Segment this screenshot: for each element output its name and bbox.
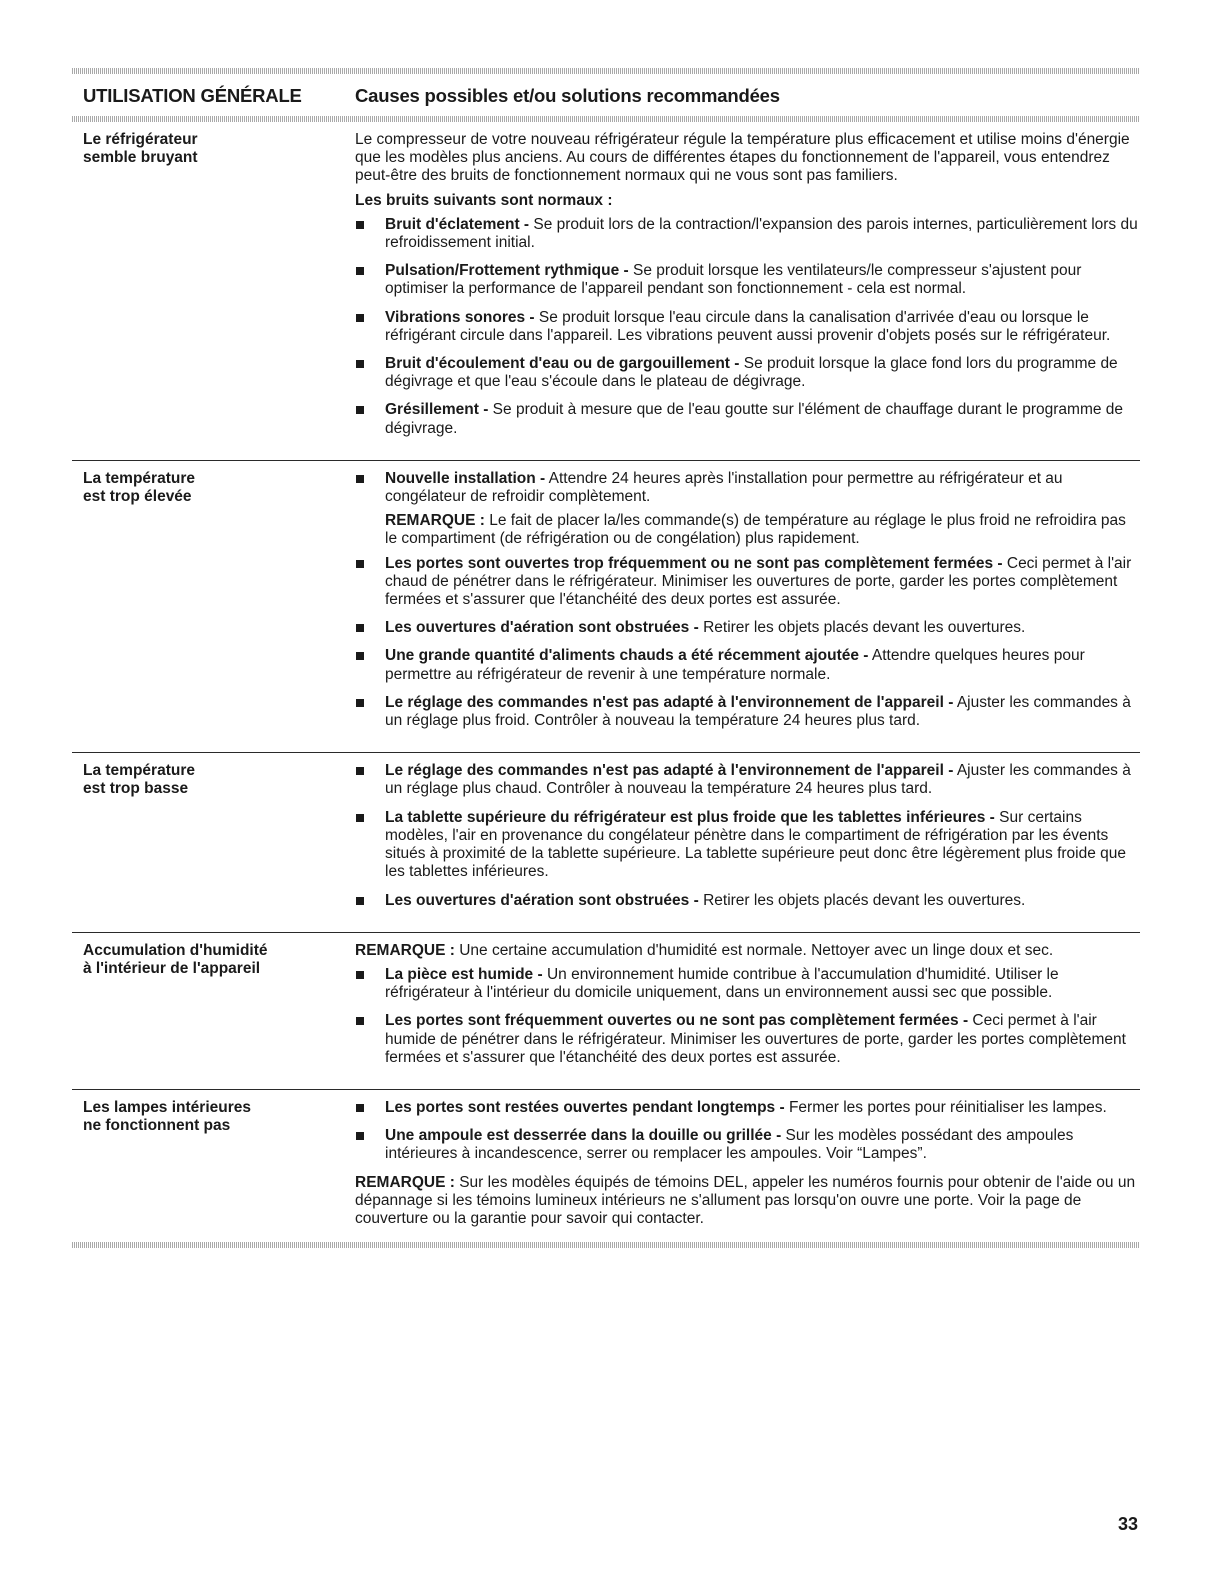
troubleshooting-table (72, 68, 1140, 1248)
intro-paragraph (355, 942, 1140, 960)
solution-cell (355, 470, 1140, 740)
note-text: Le fait de placer la/les commande(s) de température au réglage le plus froid ne refroidira pas le compartiment (de réfrigération ou de congélation) plus rapidement. (385, 512, 1126, 548)
list-item (355, 966, 1140, 1002)
bullet-icon (356, 314, 364, 322)
bullet-icon (356, 897, 364, 905)
list-item (355, 1127, 1140, 1163)
item-title: Le réglage des commandes n'est pas adapté à l'environnement de l'appareil - (385, 762, 954, 780)
item-title: Vibrations sonores - (385, 308, 535, 326)
problem-label: Les lampes intérieures ne fonctionnent pas (83, 1098, 251, 1135)
subheading: Les bruits suivants sont normaux : (355, 191, 613, 209)
item-title: Les ouvertures d'aération sont obstruées - (385, 891, 699, 909)
item-text: Sur les modèles possédant des ampoules intérieures à incandescence, serrer ou remplacer les ampoules. Voir “Lampes”. (385, 1127, 1074, 1163)
list-item (355, 401, 1140, 437)
item-text: Un environnement humide contribue à l'accumulation d'humidité. Utiliser le réfrigérateur à l'intérieur du domicile uniquement, dans un environnement aussi sec que possible. (385, 965, 1059, 1002)
item-text: Retirer les objets placés devant les ouvertures. (698, 891, 1026, 909)
note-label: REMARQUE : (355, 941, 455, 959)
bullet-icon (356, 652, 364, 660)
table-row-humidity (72, 933, 1140, 1090)
bullet-icon (356, 475, 364, 483)
item-title: Pulsation/Frottement rythmique - (385, 262, 629, 280)
item-text: Sur certains modèles, l'air en provenance du congélateur pénètre dans le compartiment de réfrigération par les évents situés à proximité de la tablette supérieure. La tablette supérieure peut donc être légèrement plus froide que les tablettes inférieures. (385, 808, 1127, 881)
item-text: Se produit lorsque les ventilateurs/le compresseur s'ajustent pour optimiser la performance de l'appareil pendant son fonctionnement - cela est normal. (385, 262, 1082, 298)
list-item (355, 216, 1140, 252)
list-item (355, 619, 1140, 637)
bullet-icon (356, 406, 364, 414)
item-title: Les portes sont fréquemment ouvertes ou ne sont pas complètement fermées - (385, 1012, 969, 1030)
problem-label: Le réfrigérateur semble bruyant (83, 131, 198, 167)
header-solution-column: Causes possibles et/ou solutions recommandées (355, 85, 780, 106)
item-text: Se produit à mesure que de l'eau goutte sur l'élément de chauffage durant le programme de dégivrage. (385, 401, 1124, 437)
problem-label: La température est trop basse (83, 762, 195, 798)
table-row-lamps (72, 1090, 1140, 1242)
solution-cell (355, 942, 1140, 1077)
bullet-icon (356, 1104, 364, 1112)
solution-cell (355, 131, 1140, 448)
table-row-noise (72, 122, 1140, 461)
bullet-icon (356, 814, 364, 822)
header-dotted-rule (72, 116, 1140, 122)
item-title: Une grande quantité d'aliments chauds a été récemment ajoutée - (385, 647, 869, 665)
note-text: Une certaine accumulation d'humidité est normale. Nettoyer avec un linge doux et sec. (454, 941, 1054, 959)
bullet-icon (356, 971, 364, 979)
list-item (355, 809, 1140, 882)
note-paragraph (355, 512, 1140, 548)
list-item (355, 647, 1140, 683)
bullet-icon (356, 1017, 364, 1025)
item-title: Les portes sont restées ouvertes pendant longtemps - (385, 1098, 785, 1116)
bullet-icon (356, 267, 364, 275)
item-text: Se produit lorsque la glace fond lors du programme de dégivrage et que l'eau s'écoule dans le plateau de dégivrage. (385, 355, 1118, 391)
bullet-icon (356, 560, 364, 568)
item-title: La tablette supérieure du réfrigérateur est plus froide que les tablettes inférieures - (385, 808, 995, 826)
item-title: Bruit d'éclatement - (385, 215, 530, 233)
item-title: Nouvelle installation - (385, 469, 546, 487)
item-text: Attendre quelques heures pour permettre au réfrigérateur de revenir à une température normale. (385, 647, 1085, 683)
list-item (355, 355, 1140, 391)
list-item (355, 309, 1140, 345)
item-text: Attendre 24 heures après l'installation pour permettre au réfrigérateur et au congélateur de refroidir complètement. (385, 469, 1063, 506)
note-text: Sur les modèles équipés de témoins DEL, appeler les numéros fournis pour obtenir de l'aide ou un dépannage si les témoins lumineux intérieurs ne s'allument pas lorsqu'on ouvre une porte. Voir la page de couverture ou la garantie pour savoir qui contacter. (355, 1173, 1136, 1227)
solution-cell (355, 762, 1140, 919)
bottom-dotted-rule (72, 1242, 1140, 1248)
problem-label: Accumulation d'humidité à l'intérieur de l'appareil (83, 941, 268, 977)
item-title: Les portes sont ouvertes trop fréquemment ou ne sont pas complètement fermées - (385, 554, 1003, 572)
item-title: Bruit d'écoulement d'eau ou de gargouillement - (385, 355, 740, 373)
item-text: Retirer les objets placés devant les ouvertures. (698, 619, 1026, 637)
table-row-temp-low (72, 753, 1140, 932)
intro-paragraph: Le compresseur de votre nouveau réfrigérateur régule la température plus efficacement et utilise moins d'énergie que les modèles plus anciens. Au cours de différentes étapes du fonctionnement de l'appareil, vous entendrez peut-être des bruits de fonctionnement normaux qui ne vous sont pas familiers. (355, 131, 1130, 185)
solution-cell (355, 1099, 1140, 1234)
item-text: Ajuster les commandes à un réglage plus chaud. Contrôler à nouveau la température 24 heures plus tard. (385, 762, 1131, 798)
item-title: Les ouvertures d'aération sont obstruées - (385, 619, 699, 637)
item-text: Se produit lorsque l'eau circule dans la canalisation d'arrivée d'eau ou lorsque le réfrigérant circule dans l'appareil. Les vibrations peuvent aussi provenir d'objets posés sur le réfrigérateur. (385, 308, 1111, 344)
item-text: Se produit lors de la contraction/l'expansion des parois internes, particulièrement lors du refroidissement initial. (385, 215, 1138, 252)
list-item (355, 1099, 1140, 1117)
top-dotted-rule (72, 68, 1140, 74)
item-text: Ceci permet à l'air humide de pénétrer dans le réfrigérateur. Minimiser les ouvertures de porte, garder les portes complètement fermées et s'assurer que l'étanchéité des deux portes est assurée. (385, 1012, 1126, 1066)
item-title: Le réglage des commandes n'est pas adapté à l'environnement de l'appareil - (385, 693, 954, 711)
list-item (355, 1012, 1140, 1067)
header-problem-column: UTILISATION GÉNÉRALE (83, 85, 302, 106)
item-title: Une ampoule est desserrée dans la douille ou grillée - (385, 1127, 782, 1145)
list-item (355, 694, 1140, 730)
list-item (355, 892, 1140, 910)
item-text: Ajuster les commandes à un réglage plus froid. Contrôler à nouveau la température 24 heures plus tard. (385, 693, 1131, 730)
list-item (355, 262, 1140, 298)
outro-paragraph (355, 1174, 1140, 1229)
bullet-icon (356, 360, 364, 368)
bullet-icon (356, 767, 364, 775)
bullet-icon (356, 1132, 364, 1140)
note-label: REMARQUE : (355, 1173, 455, 1191)
page-number: 33 (1118, 1514, 1139, 1534)
bullet-icon (356, 221, 364, 229)
problem-label: La température est trop élevée (83, 469, 195, 506)
list-item (355, 555, 1140, 610)
item-title: La pièce est humide - (385, 965, 543, 983)
note-label: REMARQUE : (385, 512, 485, 530)
list-item (355, 470, 1140, 506)
bullet-icon (356, 699, 364, 707)
item-title: Grésillement - (385, 401, 489, 419)
item-text: Fermer les portes pour réinitialiser les lampes. (784, 1098, 1107, 1116)
bullet-icon (356, 624, 364, 632)
table-row-temp-high (72, 461, 1140, 753)
list-item (355, 762, 1140, 798)
table-header (72, 74, 1140, 116)
item-text: Ceci permet à l'air chaud de pénétrer dans le réfrigérateur. Minimiser les ouvertures de porte, garder les portes complètement fermées et s'assurer que l'étanchéité des deux portes est assurée. (385, 554, 1132, 609)
